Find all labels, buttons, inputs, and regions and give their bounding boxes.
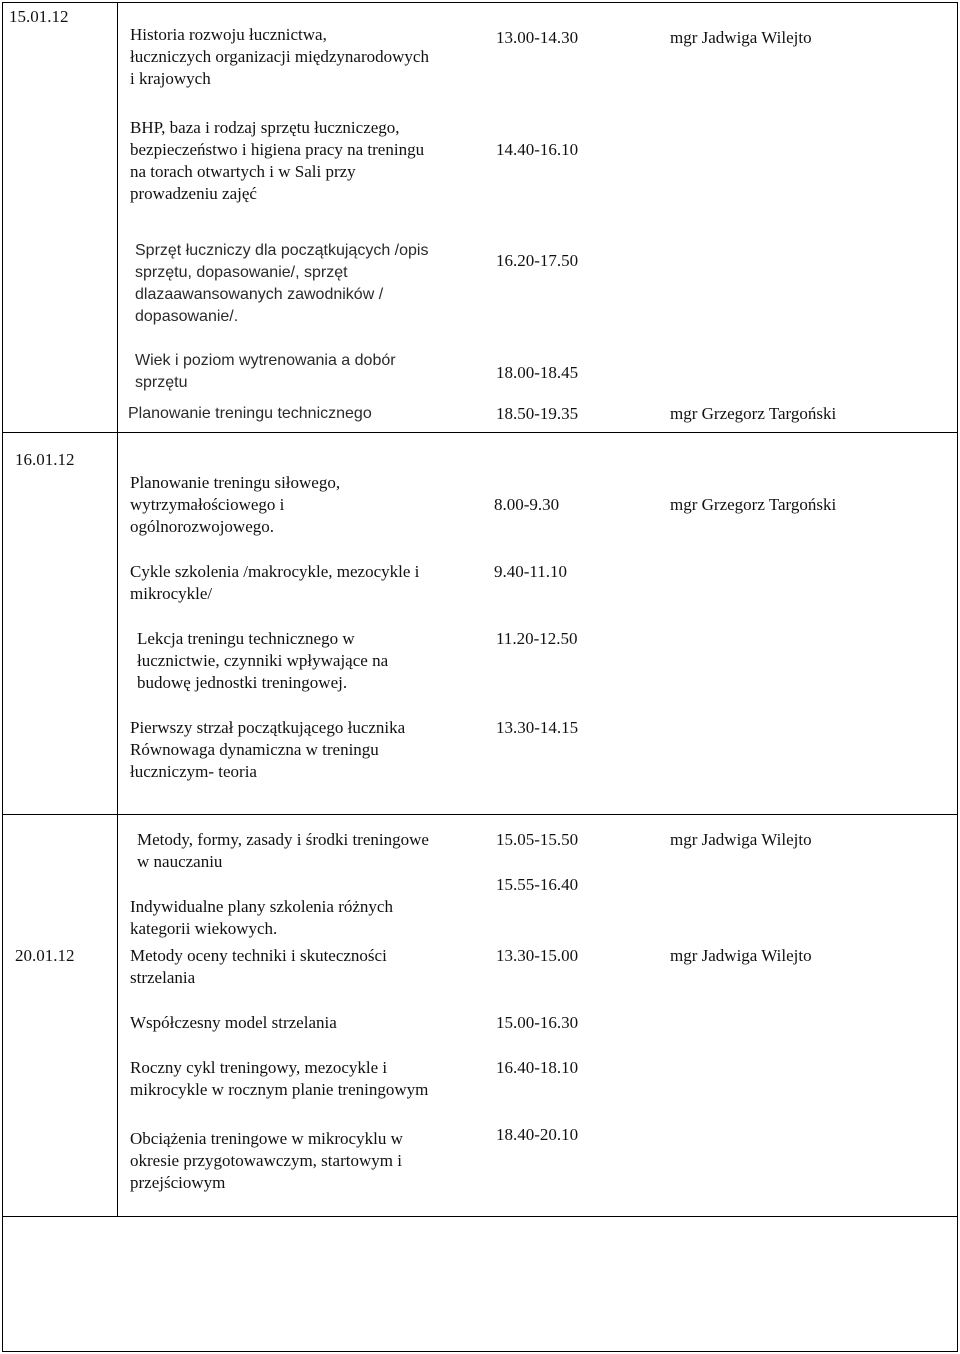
- time-cell: 8.00-9.30: [494, 495, 560, 514]
- instructor-cell: mgr Jadwiga Wilejto: [670, 28, 812, 47]
- time-cell: 9.40-11.10: [494, 562, 568, 581]
- time-cell: 14.40-16.10: [496, 140, 579, 159]
- time-cell: 18.00-18.45: [496, 363, 579, 382]
- column-divider-date: [117, 2, 118, 1217]
- table-border-top: [2, 2, 958, 3]
- time-cell: 15.00-16.30: [496, 1013, 579, 1032]
- topic-cell: Indywidualne plany szkolenia różnych kategorii wiekowych.: [130, 897, 393, 938]
- table-border-left: [2, 2, 3, 1352]
- table-border-right: [957, 2, 958, 1352]
- time-cell: 16.20-17.50: [496, 251, 579, 270]
- instructor-cell: mgr Grzegorz Targoński: [670, 404, 837, 423]
- time-cell: 15.05-15.50: [496, 830, 579, 849]
- date-cell: 16.01.12: [15, 450, 75, 469]
- instructor-cell: mgr Jadwiga Wilejto: [670, 830, 812, 849]
- topic-cell: Metody, formy, zasady i środki treningowe w nauczaniu: [137, 830, 429, 871]
- topic-cell: Pierwszy strzał początkującego łucznika Równowaga dynamiczna w treningu łuczniczym- teoria: [130, 718, 406, 781]
- topic-cell: BHP, baza i rodzaj sprzętu łuczniczego, bezpieczeństwo i higiena pracy na treningu na torach otwartych i w Sali przy prowadzeniu zajęć: [130, 118, 425, 203]
- topic-cell: Planowanie treningu technicznego: [128, 405, 372, 422]
- topic-cell: Planowanie treningu siłowego, wytrzymałościowego i ogólnorozwojowego.: [130, 473, 341, 536]
- time-cell: 16.40-18.10: [496, 1058, 579, 1077]
- topic-cell: Lekcja treningu technicznego w łucznictwie, czynniki wpływające na budowę jednostki treningowej.: [137, 629, 389, 692]
- row-divider-20-end: [2, 1216, 957, 1217]
- row-divider-16-20: [2, 814, 957, 815]
- topic-cell: Cykle szkolenia /makrocykle, mezocykle i mikrocykle/: [130, 562, 420, 603]
- topic-cell: Obciążenia treningowe w mikrocyklu w okresie przygotowawczym, startowym i przejściowym: [130, 1129, 403, 1192]
- topic-cell: Sprzęt łuczniczy dla początkujących /opis sprzętu, dopasowanie/, sprzęt dlazaawansowanych zawodników / dopasowanie/.: [135, 242, 429, 325]
- time-cell: 11.20-12.50: [496, 629, 578, 648]
- row-divider-15-16: [2, 432, 957, 433]
- table-border-bottom: [2, 1351, 958, 1352]
- date-cell: 20.01.12: [15, 946, 75, 965]
- time-cell: 15.55-16.40: [496, 875, 579, 894]
- topic-cell: Historia rozwoju łucznictwa, łuczniczych organizacji międzynarodowych i krajowych: [130, 25, 429, 88]
- topic-cell: Roczny cykl treningowy, mezocykle i mikrocykle w rocznym planie treningowym: [130, 1058, 429, 1099]
- instructor-cell: mgr Jadwiga Wilejto: [670, 946, 812, 965]
- time-cell: 13.30-15.00: [496, 946, 579, 965]
- topic-cell: Współczesny model strzelania: [130, 1013, 337, 1032]
- date-cell: 15.01.12: [9, 7, 69, 26]
- time-cell: 18.40-20.10: [496, 1125, 579, 1144]
- topic-cell: Wiek i poziom wytrenowania a dobór sprzętu: [135, 352, 396, 391]
- time-cell: 13.00-14.30: [496, 28, 579, 47]
- time-cell: 18.50-19.35: [496, 404, 579, 423]
- instructor-cell: mgr Grzegorz Targoński: [670, 495, 837, 514]
- topic-cell: Metody oceny techniki i skuteczności strzelania: [130, 946, 387, 987]
- time-cell: 13.30-14.15: [496, 718, 579, 737]
